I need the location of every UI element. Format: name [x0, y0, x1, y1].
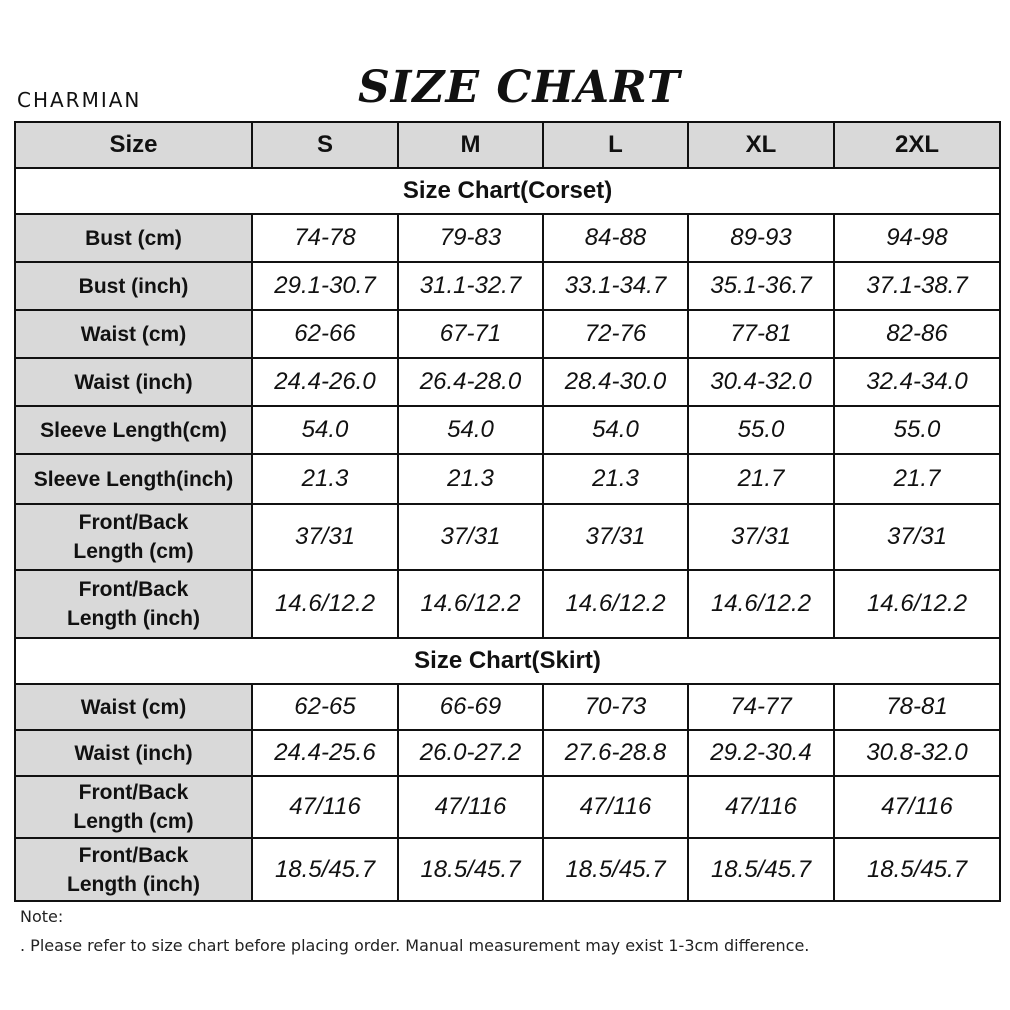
value-cell: 21.7	[688, 454, 834, 504]
row-label	[15, 684, 252, 730]
value-cell: 55.0	[688, 406, 834, 454]
size-chart-table	[14, 121, 1001, 902]
value-cell: 21.3	[252, 454, 398, 504]
value-cell: 74-77	[688, 684, 834, 730]
table-row	[15, 504, 1000, 570]
value-cell: 14.6/12.2	[543, 570, 688, 638]
row-label-line: Bust (inch)	[78, 274, 189, 298]
value-cell: 37/31	[398, 504, 543, 570]
section-title: Size Chart(Corset)	[15, 168, 1000, 214]
header-cell-2xl: 2XL	[834, 122, 1000, 168]
value-cell: 70-73	[543, 684, 688, 730]
row-label-line: Front/Back	[78, 781, 189, 804]
row-label-line: Front/Back	[78, 511, 189, 534]
value-cell: 67-71	[398, 310, 543, 358]
note-text: . Please refer to size chart before placing order. Manual measurement may exist 1-3cm difference.	[20, 936, 810, 955]
value-cell: 54.0	[543, 406, 688, 454]
value-cell: 14.6/12.2	[398, 570, 543, 638]
row-label-line: Bust (cm)	[85, 226, 182, 250]
value-cell: 79-83	[398, 214, 543, 262]
value-cell: 27.6-28.8	[543, 730, 688, 776]
value-cell: 30.4-32.0	[688, 358, 834, 406]
value-cell: 55.0	[834, 406, 1000, 454]
value-cell: 37.1-38.7	[834, 262, 1000, 310]
value-cell: 21.3	[543, 454, 688, 504]
value-cell: 47/116	[834, 776, 1000, 838]
table-row	[15, 358, 1000, 406]
table-row	[15, 262, 1000, 310]
value-cell: 62-66	[252, 310, 398, 358]
value-cell: 89-93	[688, 214, 834, 262]
page-title: SIZE CHART	[358, 62, 681, 113]
value-cell: 78-81	[834, 684, 1000, 730]
row-label-line: Waist (cm)	[80, 322, 187, 346]
value-cell: 21.7	[834, 454, 1000, 504]
value-cell: 35.1-36.7	[688, 262, 834, 310]
value-cell: 18.5/45.7	[543, 838, 688, 901]
row-label	[15, 262, 252, 310]
row-label-line: Sleeve Length(inch)	[33, 467, 234, 491]
row-label-line: Length (inch)	[67, 607, 200, 630]
value-cell: 26.4-28.0	[398, 358, 543, 406]
row-label	[15, 730, 252, 776]
value-cell: 26.0-27.2	[398, 730, 543, 776]
value-cell: 32.4-34.0	[834, 358, 1000, 406]
value-cell: 47/116	[543, 776, 688, 838]
row-label-line: Front/Back	[78, 578, 189, 601]
value-cell: 28.4-30.0	[543, 358, 688, 406]
value-cell: 66-69	[398, 684, 543, 730]
brand-logo: CHARMIAN	[17, 88, 142, 112]
value-cell: 37/31	[688, 504, 834, 570]
header-cell-m: M	[398, 122, 543, 168]
value-cell: 18.5/45.7	[398, 838, 543, 901]
row-label-line: Waist (inch)	[74, 370, 193, 394]
row-label-line: Sleeve Length(cm)	[40, 418, 227, 442]
row-label	[15, 454, 252, 504]
value-cell: 21.3	[398, 454, 543, 504]
table-row	[15, 570, 1000, 638]
value-cell: 47/116	[252, 776, 398, 838]
value-cell: 18.5/45.7	[252, 838, 398, 901]
value-cell: 77-81	[688, 310, 834, 358]
row-label-line: Length (inch)	[67, 872, 200, 896]
table-row	[15, 310, 1000, 358]
row-label-line: Length (cm)	[73, 540, 194, 563]
value-cell: 37/31	[543, 504, 688, 570]
table-row	[15, 406, 1000, 454]
value-cell: 30.8-32.0	[834, 730, 1000, 776]
row-label-line: Waist (inch)	[74, 741, 193, 765]
value-cell: 31.1-32.7	[398, 262, 543, 310]
row-label	[15, 310, 252, 358]
row-label-line: Front/Back	[78, 843, 189, 867]
value-cell: 84-88	[543, 214, 688, 262]
section-title-row	[15, 638, 1000, 684]
table-row	[15, 684, 1000, 730]
value-cell: 14.6/12.2	[252, 570, 398, 638]
row-label	[15, 570, 252, 638]
row-label-line: Length (cm)	[73, 810, 194, 833]
value-cell: 18.5/45.7	[688, 838, 834, 901]
row-label	[15, 776, 252, 838]
value-cell: 74-78	[252, 214, 398, 262]
row-label	[15, 406, 252, 454]
value-cell: 14.6/12.2	[834, 570, 1000, 638]
value-cell: 47/116	[398, 776, 543, 838]
table-row	[15, 838, 1000, 901]
value-cell: 37/31	[252, 504, 398, 570]
header-cell-s: S	[252, 122, 398, 168]
row-label	[15, 838, 252, 901]
table-row	[15, 454, 1000, 504]
value-cell: 72-76	[543, 310, 688, 358]
row-label-line: Waist (cm)	[80, 695, 187, 719]
value-cell: 54.0	[252, 406, 398, 454]
value-cell: 29.2-30.4	[688, 730, 834, 776]
value-cell: 29.1-30.7	[252, 262, 398, 310]
header-cell-xl: XL	[688, 122, 834, 168]
row-label	[15, 214, 252, 262]
value-cell: 37/31	[834, 504, 1000, 570]
header-cell-l: L	[543, 122, 688, 168]
note-heading: Note:	[20, 907, 64, 926]
row-label	[15, 504, 252, 570]
value-cell: 14.6/12.2	[688, 570, 834, 638]
value-cell: 62-65	[252, 684, 398, 730]
value-cell: 54.0	[398, 406, 543, 454]
table-row	[15, 214, 1000, 262]
value-cell: 24.4-25.6	[252, 730, 398, 776]
value-cell: 33.1-34.7	[543, 262, 688, 310]
header-cell-size: Size	[15, 122, 252, 168]
value-cell: 24.4-26.0	[252, 358, 398, 406]
table-row	[15, 776, 1000, 838]
section-title: Size Chart(Skirt)	[15, 638, 1000, 684]
value-cell: 47/116	[688, 776, 834, 838]
value-cell: 82-86	[834, 310, 1000, 358]
header-row	[15, 122, 1000, 168]
section-title-row	[15, 168, 1000, 214]
value-cell: 94-98	[834, 214, 1000, 262]
row-label	[15, 358, 252, 406]
value-cell: 18.5/45.7	[834, 838, 1000, 901]
table-row	[15, 730, 1000, 776]
